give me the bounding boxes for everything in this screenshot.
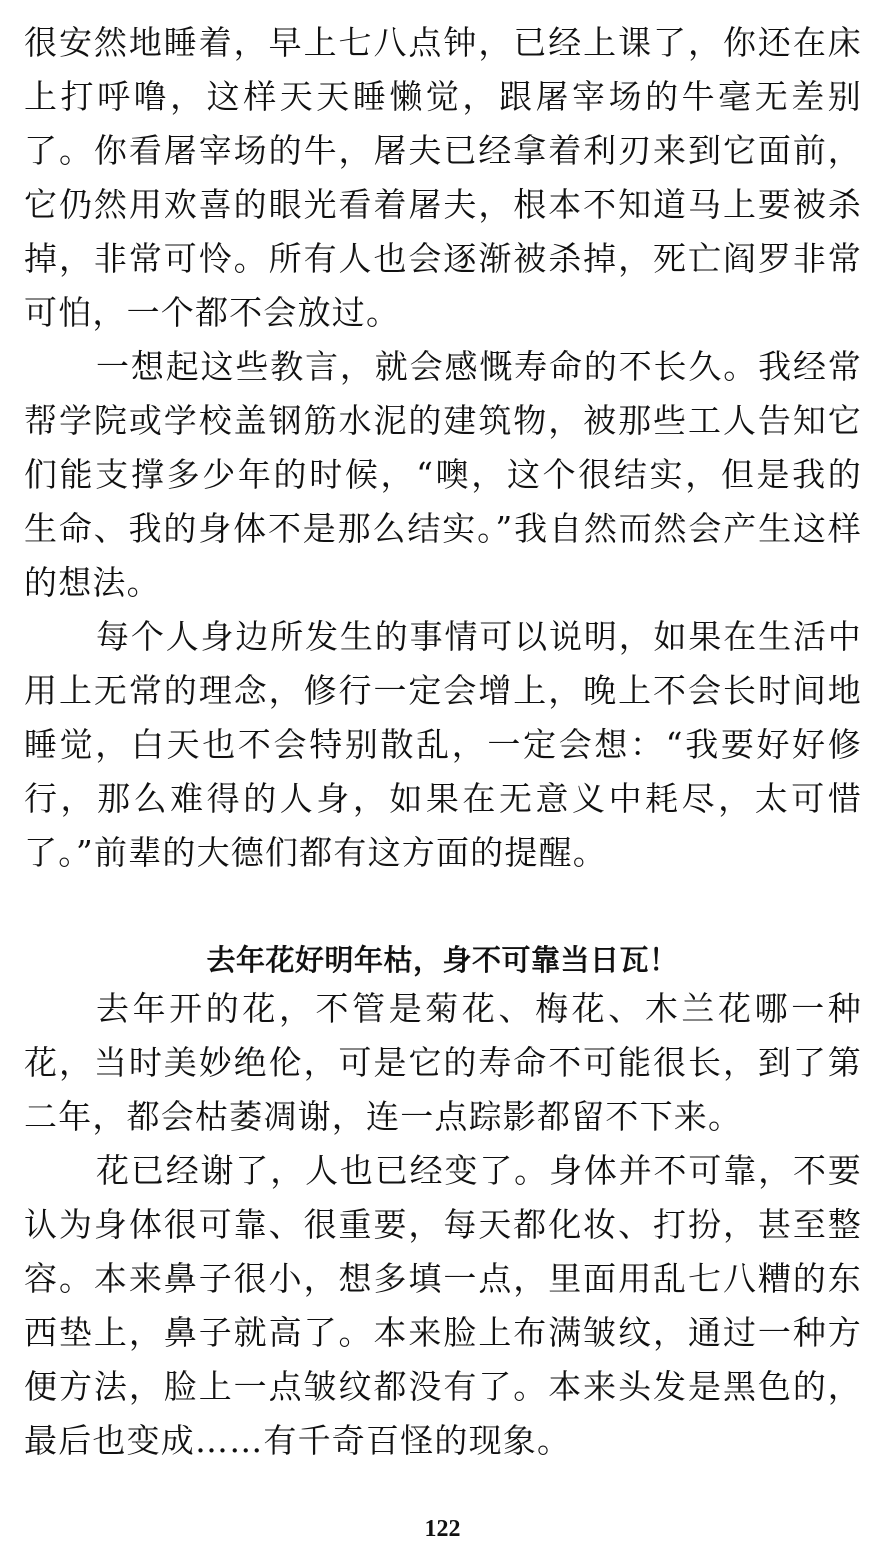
page-number: 122 <box>424 1516 461 1542</box>
paragraph-body-not-reliable: 花已经谢了，人也已经变了。身体并不可靠，不要认为身体很可靠、很重要，每天都化妆、打扮，甚至整容。本来鼻子很小，想多填一点，里面用乱七八糟的东西垫上，鼻子就高了。本来脸上布满皱纹，通过一种方便方法，脸上一点皱纹都没有了。本来头发是黑色的，最后也变成……有千奇百怪的现象。 <box>24 1151 862 1460</box>
paragraph-flowers: 去年开的花，不管是菊花、梅花、木兰花哪一种花，当时美妙绝伦，可是它的寿命不可能很长，到了第二年，都会枯萎凋谢，连一点踪影都留不下来。 <box>24 989 862 1136</box>
section-heading: 去年花好明年枯，身不可靠当日瓦！ <box>206 943 679 977</box>
paragraph-continuation: 很安然地睡着，早上七八点钟，已经上课了，你还在床上打呼噜，这样天天睡懒觉，跟屠宰场的牛毫无差别了。你看屠宰场的牛，屠夫已经拿着利刃来到它面前，它仍然用欢喜的眼光看着屠夫，根本不知道马上要被杀掉，非常可怜。所有人也会逐渐被杀掉，死亡阎罗非常可怕，一个都不会放过。 <box>24 23 862 332</box>
paragraph-practice-advice: 每个人身边所发生的事情可以说明，如果在生活中用上无常的理念，修行一定会增上，晚上不会长时间地睡觉，白天也不会特别散乱，一定会想：“我要好好修行，那么难得的人身，如果在无意义中耗尽，太可惜了。”前辈的大德们都有这方面的提醒。 <box>24 617 862 872</box>
paragraph-impermanence-reflection: 一想起这些教言，就会感慨寿命的不长久。我经常帮学院或学校盖钢筋水泥的建筑物，被那些工人告知它们能支撑多少年的时候，“噢，这个很结实，但是我的生命、我的身体不是那么结实。”我自然而然会产生这样的想法。 <box>24 347 862 602</box>
